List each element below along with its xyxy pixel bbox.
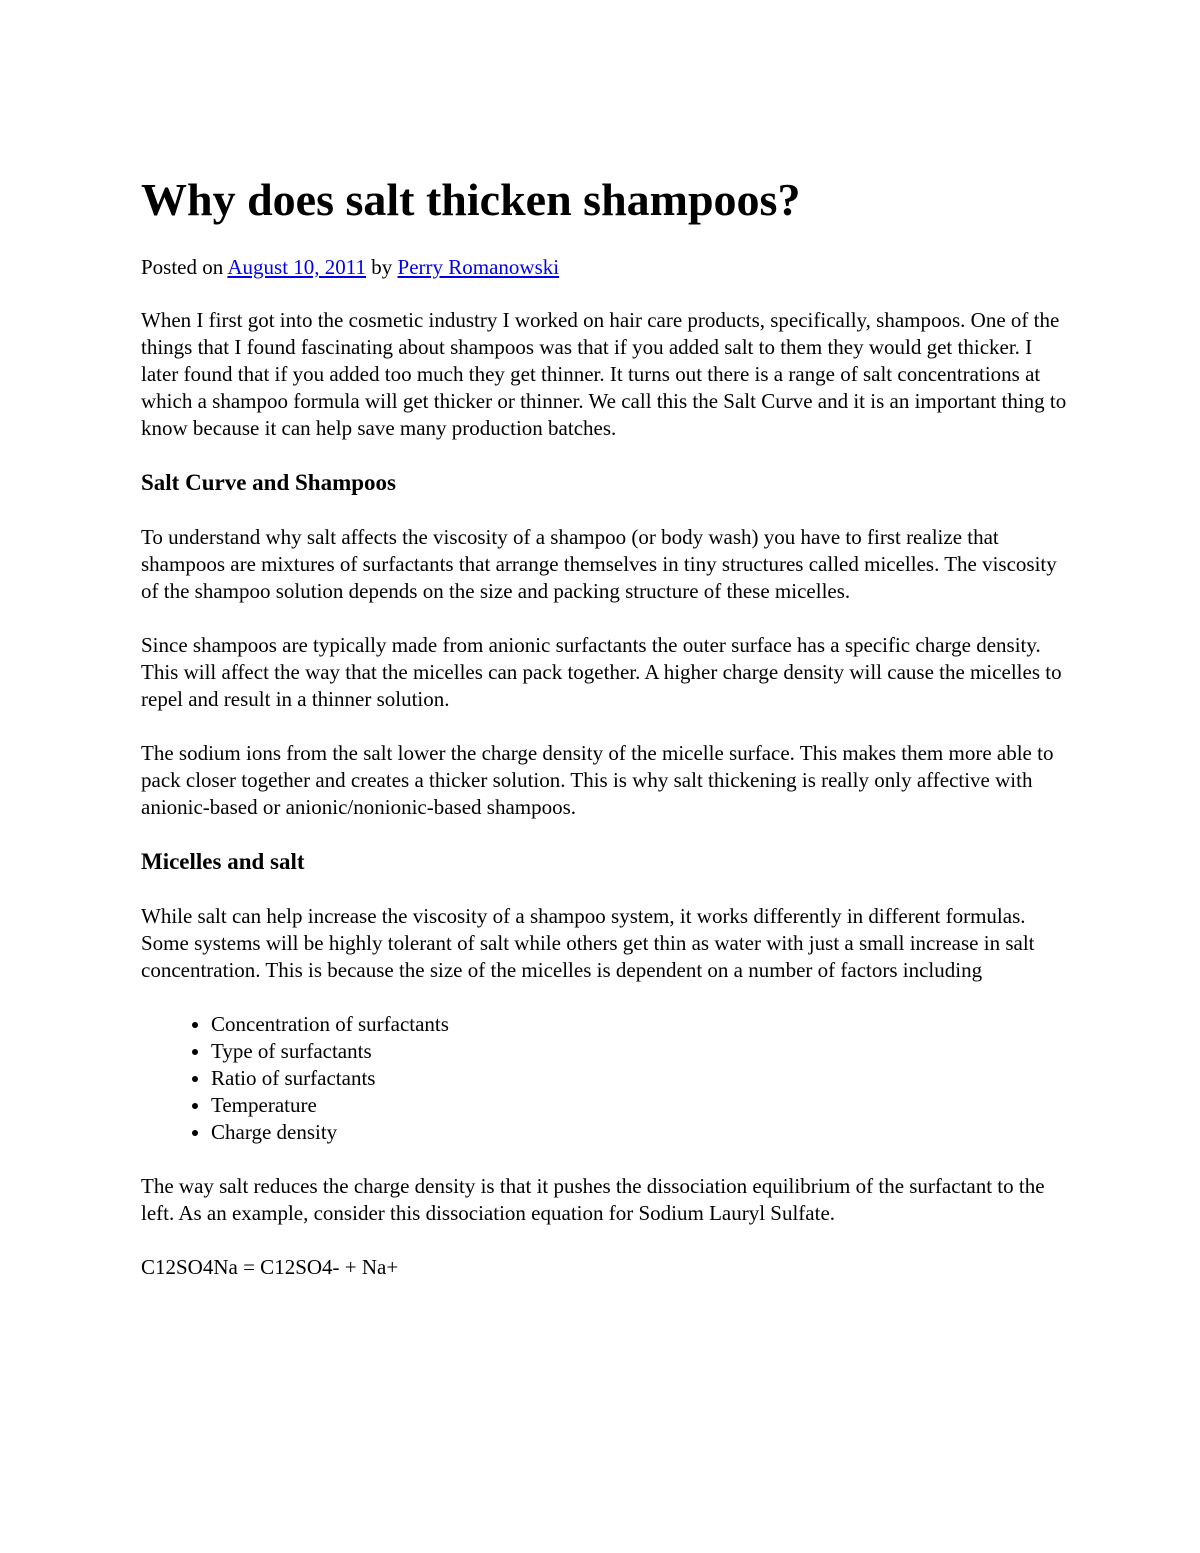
section-heading-micelles: Micelles and salt	[141, 849, 305, 874]
list-item: • Type of surfactants	[211, 1038, 1071, 1065]
salt-curve-paragraph-3: The sodium ions from the salt lower the charge density of the micelle surface. This makes them more able to pack closer together and creates a thicker solution. This is why salt thickening is really only affective with anionic-based or anionic/nonionic-based shampoos.	[141, 741, 1054, 819]
article	[141, 170, 1071, 1308]
salt-curve-paragraph-1: To understand why salt affects the viscosity of a shampoo (or body wash) you have to first realize that shampoos are mixtures of surfactants that arrange themselves in tiny structures called micelles. The viscosity of the shampoo solution depends on the size and packing structure of these micelles.	[141, 525, 1057, 603]
salt-curve-paragraph-2: Since shampoos are typically made from anionic surfactants the outer surface has a specific charge density. This will affect the way that the micelles can pack together. A higher charge density will cause the micelles to repel and result in a thinner solution.	[141, 633, 1062, 711]
by-label: by	[371, 255, 393, 279]
micelles-paragraph-1: While salt can help increase the viscosity of a shampoo system, it works differently in different formulas. Some systems will be highly tolerant of salt while others get thin as water with just a small increase in salt concentration. This is because the size of the micelles is dependent on a number of factors including	[141, 904, 1035, 982]
page-title: Why does salt thicken shampoos?	[141, 174, 801, 225]
section-heading-salt-curve: Salt Curve and Shampoos	[141, 470, 396, 495]
list-item: • Ratio of surfactants	[211, 1065, 1071, 1092]
author-link[interactable]: Perry Romanowski	[397, 255, 560, 279]
list-item: • Concentration of surfactants	[211, 1011, 1071, 1038]
list-item: • Temperature	[211, 1092, 1071, 1119]
intro-paragraph: When I first got into the cosmetic industry I worked on hair care products, specifically, shampoos. One of the things that I found fascinating about shampoos was that if you added salt to them they would get thicker. I later found that if you added too much they get thinner. It turns out there is a range of salt concentrations at which a shampoo formula will get thicker or thinner. We call this the Salt Curve and it is an important thing to know because it can help save many production batches.	[141, 308, 1067, 440]
list-item: • Charge density	[211, 1119, 1071, 1146]
post-meta	[141, 254, 1071, 281]
post-date-link[interactable]: August 10, 2011	[227, 255, 367, 279]
factors-list	[141, 1011, 1071, 1146]
posted-on-label: Posted on	[141, 255, 224, 279]
micelles-paragraph-2: The way salt reduces the charge density is that it pushes the dissociation equilibrium of the surfactant to the left. As an example, consider this dissociation equation for Sodium Lauryl Sulfate.	[141, 1174, 1045, 1225]
dissociation-equation: C12SO4Na = C12SO4- + Na+	[141, 1255, 399, 1279]
